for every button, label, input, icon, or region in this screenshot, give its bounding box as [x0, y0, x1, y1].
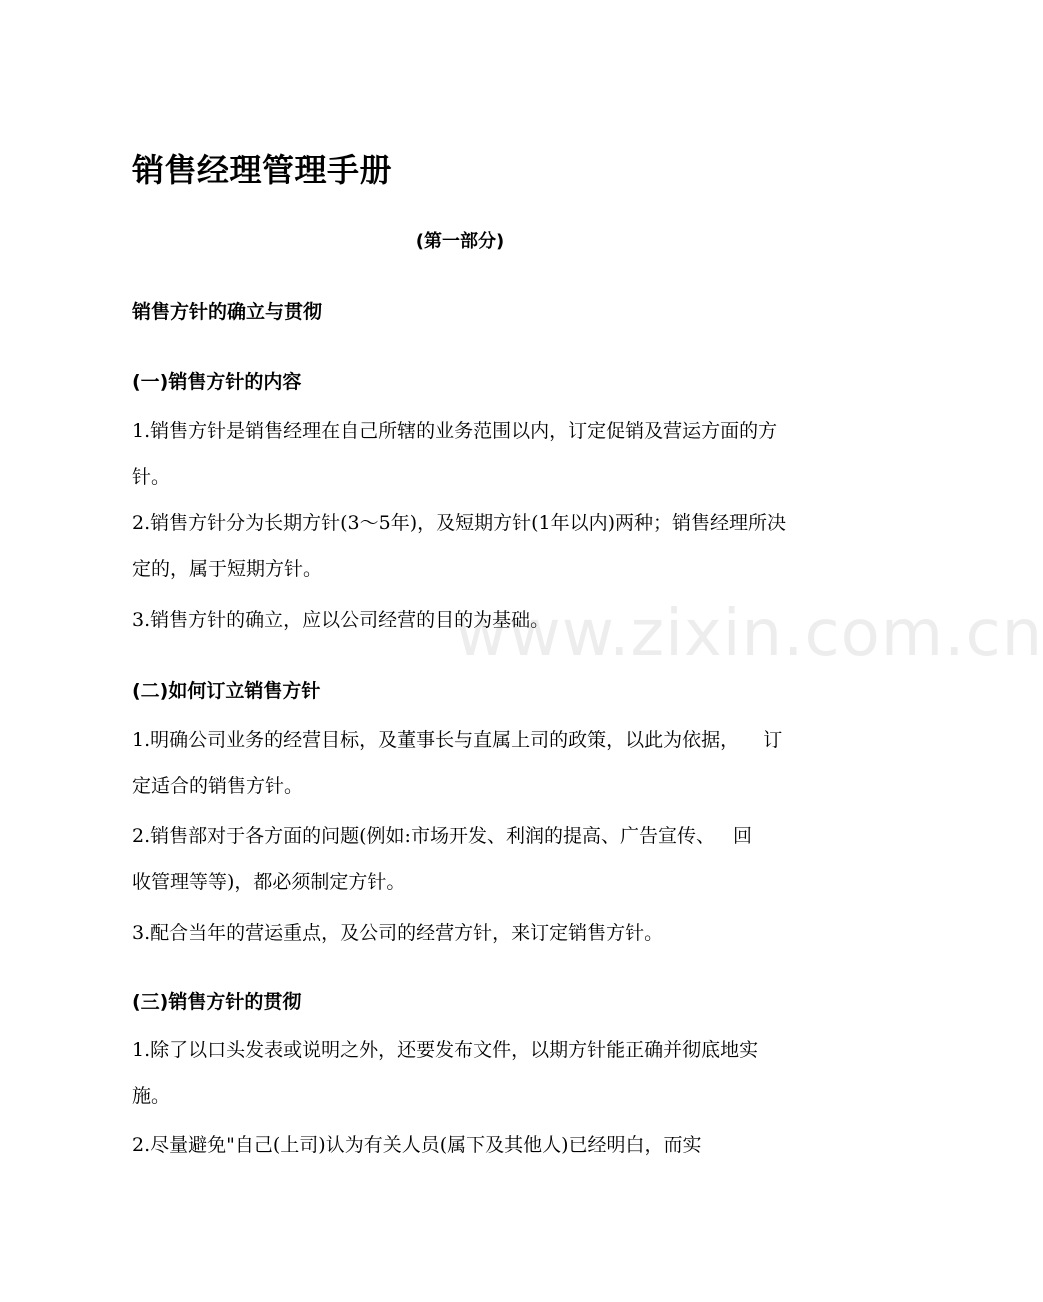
paragraph-1-3: 3.销售方针的确立，应以公司经营的目的为基础。	[132, 609, 550, 631]
subsection-heading-3: (三)销售方针的贯彻	[132, 991, 302, 1013]
paragraph-2-2: 2.销售部对于各方面的问题(例如:市场开发、利润的提高、广告宣传、 回 收管理等等)，都必须制定方针。	[132, 825, 777, 893]
paragraph-1-2: 2.销售方针分为长期方针(3～5年)，及短期方针(1年以内)两种；销售经理所决定的，属于短期方针。	[132, 512, 787, 580]
watermark: www.zixin.com.cn	[455, 597, 1043, 671]
paragraph-3-1: 1.除了以口头发表或说明之外，还要发布文件，以期方针能正确并彻底地实施。	[132, 1039, 759, 1107]
paragraph-1-1: 1.销售方针是销售经理在自己所辖的业务范围以内，订定促销及营运方面的方针。	[132, 420, 778, 488]
section-title: 销售方针的确立与贯彻	[132, 301, 323, 323]
part-label: (第一部分)	[415, 231, 505, 252]
paragraph-2-3: 3.配合当年的营运重点，及公司的经营方针，来订定销售方针。	[132, 922, 664, 944]
document-title: 销售经理管理手册	[132, 151, 393, 189]
subsection-heading-2: (二)如何订立销售方针	[132, 680, 321, 702]
subsection-heading-1: (一)销售方针的内容	[132, 371, 302, 393]
paragraph-3-2: 2.尽量避免"自己(上司)认为有关人员(属下及其他人)已经明白，而实	[132, 1134, 702, 1156]
paragraph-2-1: 1.明确公司业务的经营目标，及董事长与直属上司的政策，以此为依据， 订定适合的销售方针。	[132, 729, 783, 797]
